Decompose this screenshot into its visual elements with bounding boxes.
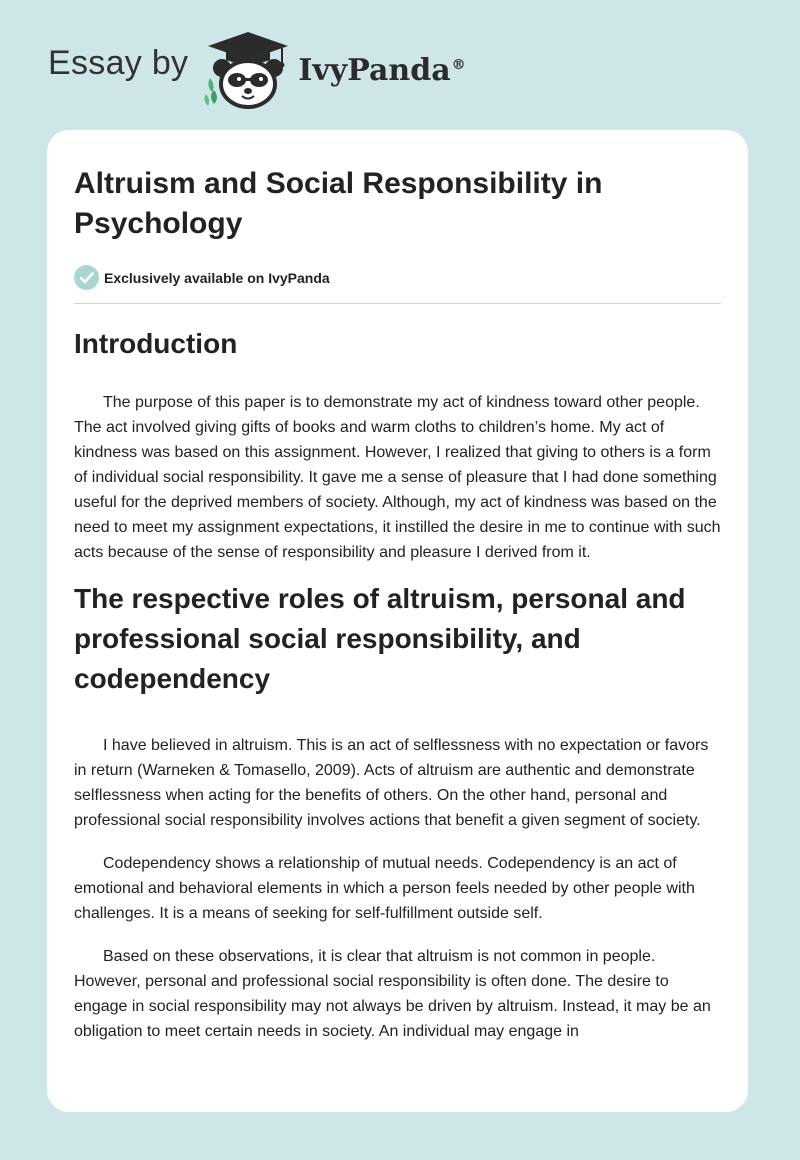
section-heading-introduction: Introduction (74, 328, 238, 359)
essay-title: Altruism and Social Responsibility in Psychology (74, 167, 603, 240)
paragraph: I have believed in altruism. This is an act of selflessness with no expectation or favors in return (Warneken & Tomasello, 2009). Acts of altruism are authentic and demonstrate selflessness when acting for the benefits of others. On the other hand, personal and professional social responsibility involves actions that benefit a given segment of society. (74, 737, 709, 829)
essay-card (47, 130, 748, 1112)
section-heading-roles: The respective roles of altruism, personal and professional social responsibility, and codependency (74, 583, 686, 694)
registered-mark: ® (451, 56, 466, 73)
check-circle-icon (74, 265, 99, 290)
brand-name (298, 53, 465, 88)
exclusive-badge (74, 265, 721, 304)
brand-prefix: Essay by (48, 43, 189, 82)
paragraph: The purpose of this paper is to demonstrate my act of kindness toward other people. The act involved giving gifts of books and warm cloths to children’s home. My act of kindness was based on this assignment. However, I realized that giving to others is a form of individual social responsibility. It gave me a sense of pleasure that I had done something useful for the deprived members of society. Although, my act of kindness was based on the need to meet my assignment expectations, it instilled the desire in me to continue with such acts because of the sense of responsibility and pleasure I derived from it. (74, 394, 721, 561)
paragraph: Codependency shows a relationship of mutual needs. Codependency is an act of emotional and behavioral elements in which a person feels needed by other people with challenges. It is a means of seeking for self-fulfillment outside self. (74, 855, 695, 922)
exclusive-label: Exclusively available on IvyPanda (104, 269, 330, 286)
paragraph: Based on these observations, it is clear that altruism is not common in people. However, personal and professional social responsibility is often done. The desire to engage in social responsibility may not always be driven by altruism. Instead, it may be an obligation to meet certain needs in society. An individual may engage in (74, 948, 711, 1040)
ivypanda-logo-icon[interactable] (202, 30, 294, 110)
site-header (48, 30, 466, 110)
brand-name-text: IvyPanda (298, 52, 451, 88)
